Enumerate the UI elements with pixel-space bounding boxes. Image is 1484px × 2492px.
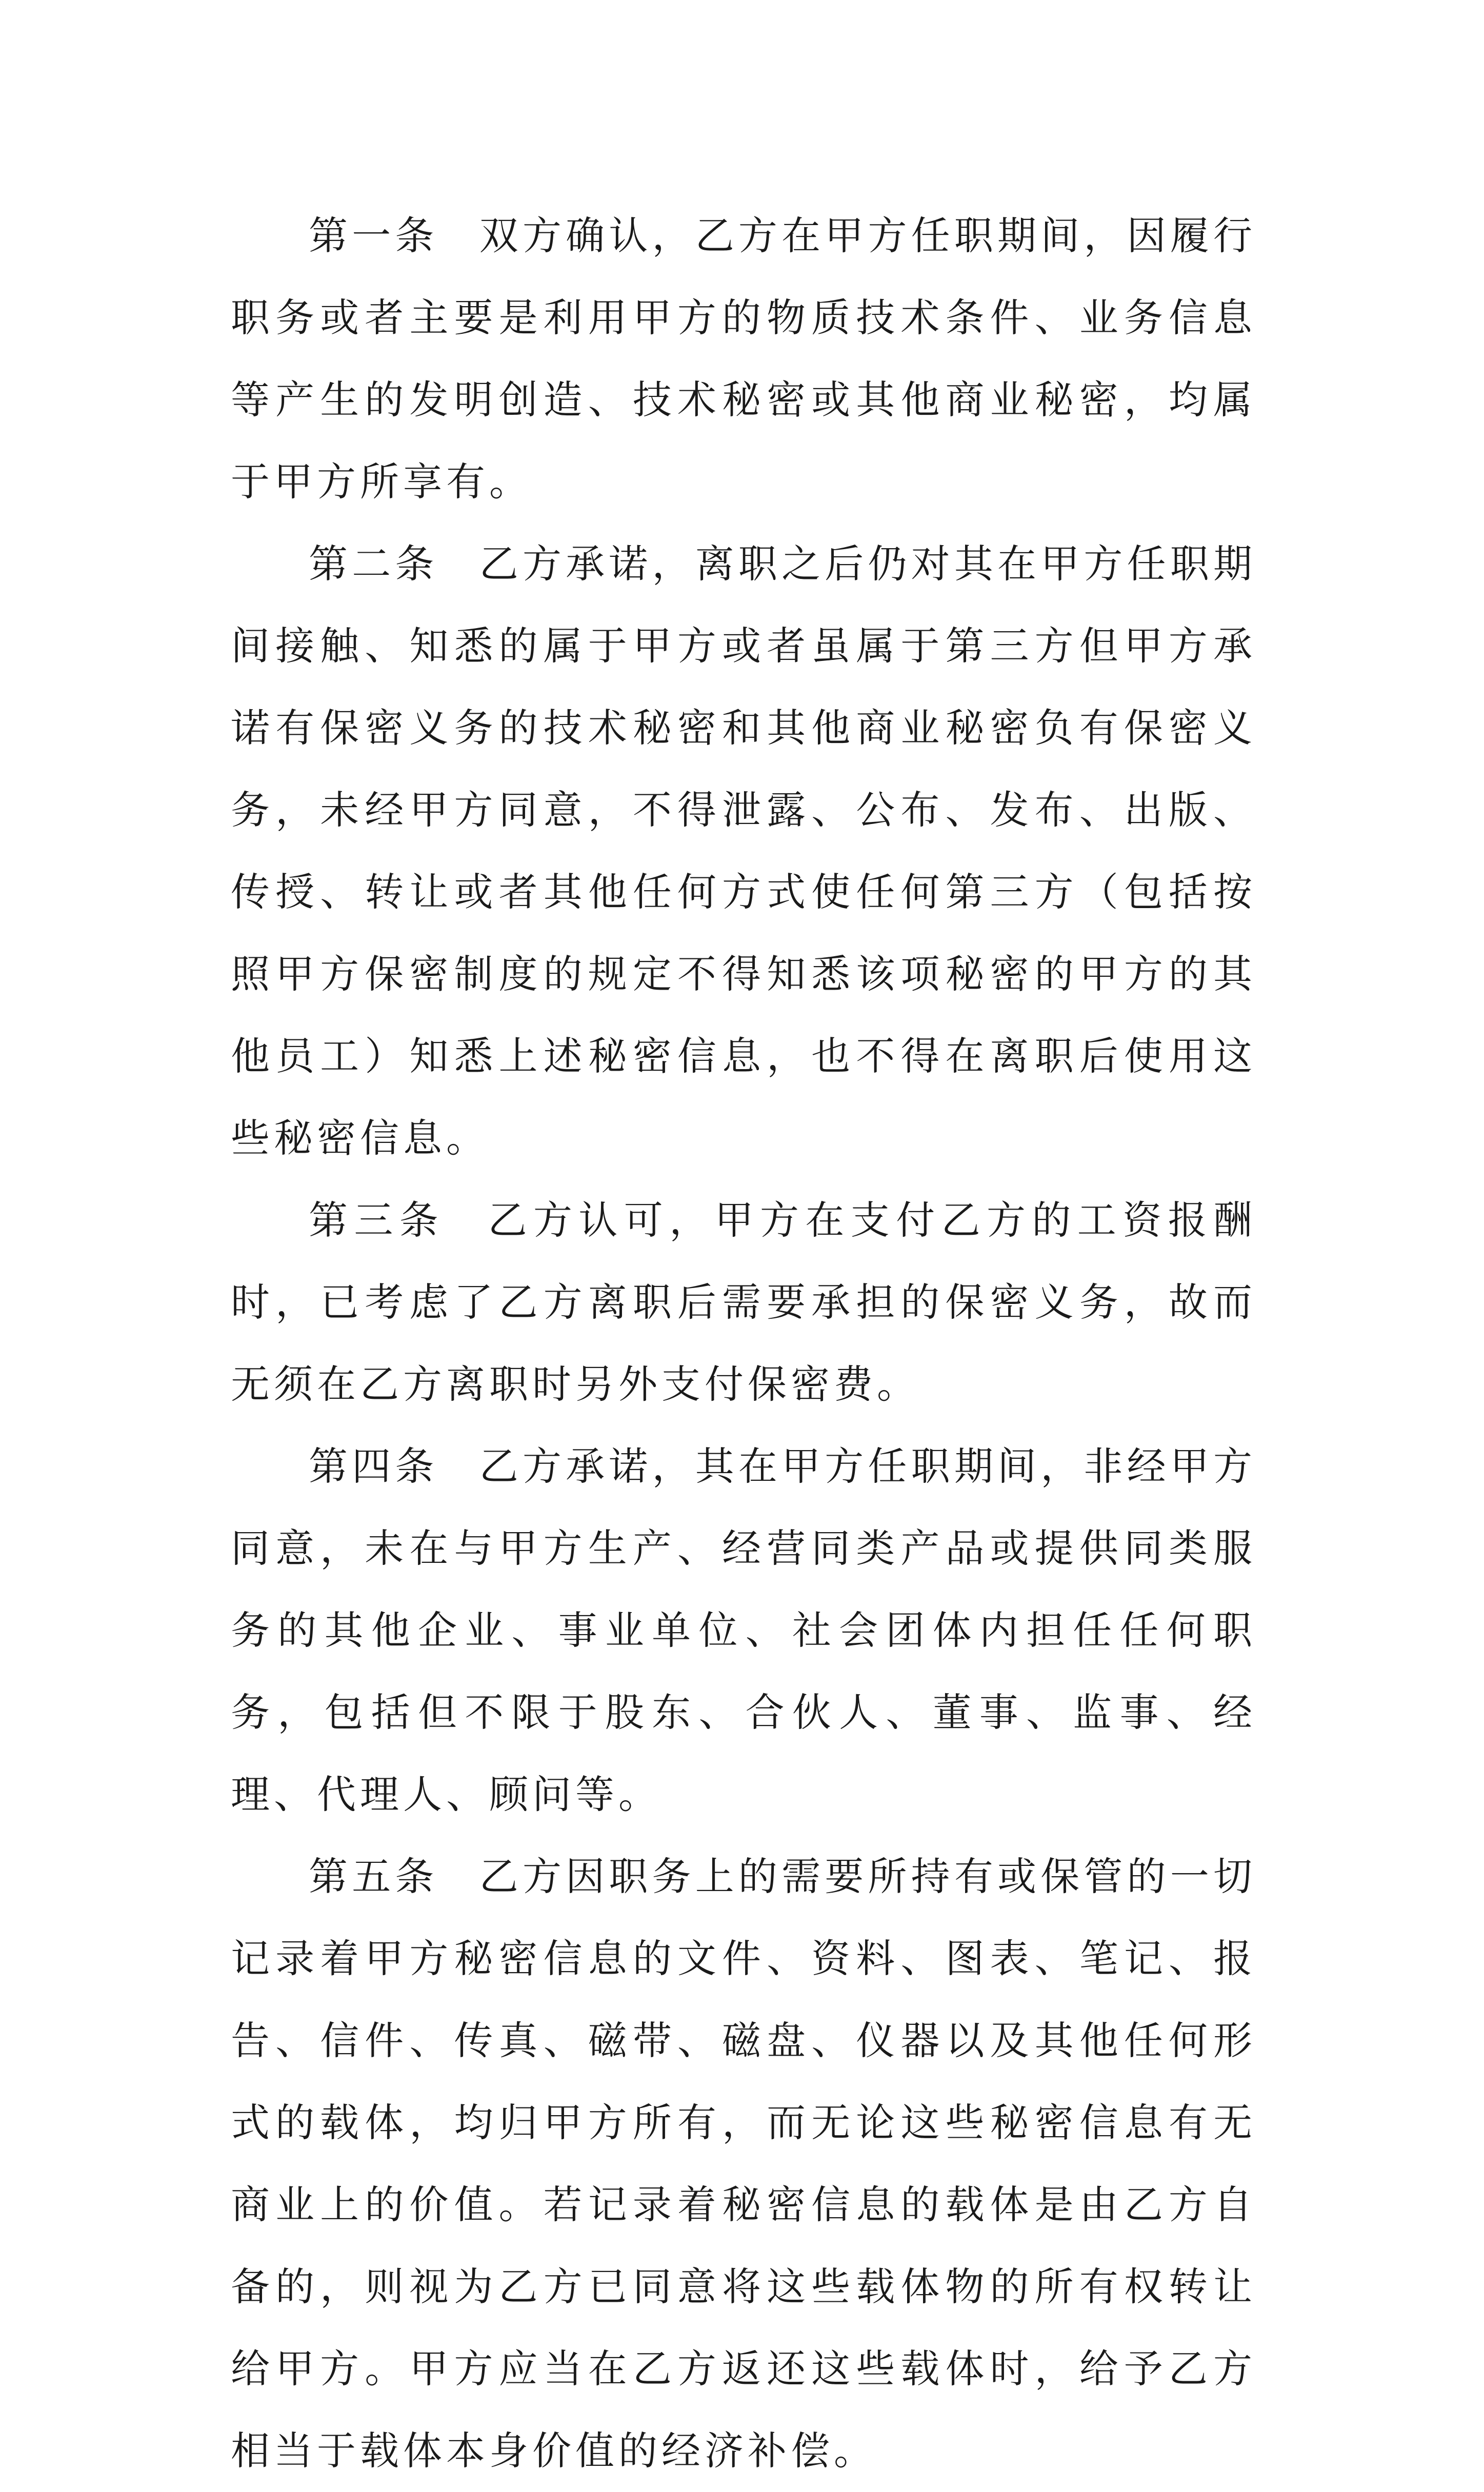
article-2	[231, 523, 1256, 1179]
article-body: 乙方认可，甲方在支付乙方的工资报酬时，已考虑了乙方离职后需要承担的保密义务，故而无须在乙方离职时另外支付保密费。	[231, 1197, 1257, 1407]
article-heading: 第五条	[309, 1854, 438, 1899]
article-4	[231, 1425, 1256, 1836]
article-heading: 第一条	[309, 213, 438, 258]
article-5	[231, 1836, 1256, 2492]
article-3	[231, 1179, 1256, 1425]
article-heading: 第三条	[309, 1197, 445, 1243]
article-body: 乙方承诺，其在甲方任职期间，非经甲方同意，未在与甲方生产、经营同类产品或提供同类服务的其他企业、事业单位、社会团体内担任任何职务，包括但不限于股东、合伙人、董事、监事、经理、代理人、顾问等。	[231, 1443, 1257, 1817]
article-body: 双方确认，乙方在甲方任职期间，因履行职务或者主要是利用甲方的物质技术条件、业务信息等产生的发明创造、技术秘密或其他商业秘密，均属于甲方所享有。	[231, 213, 1257, 505]
article-heading: 第二条	[309, 541, 438, 587]
document-page	[231, 195, 1256, 2492]
article-body: 乙方因职务上的需要所持有或保管的一切记录着甲方秘密信息的文件、资料、图表、笔记、报告、信件、传真、磁带、磁盘、仪器以及其他任何形式的载体，均归甲方所有，而无论这些秘密信息有无商业上的价值。若记录着秘密信息的载体是由乙方自备的，则视为乙方已同意将这些载体物的所有权转让给甲方。甲方应当在乙方返还这些载体时，给予乙方相当于载体本身价值的经济补偿。	[231, 1854, 1257, 2474]
article-heading: 第四条	[309, 1443, 438, 1489]
article-body: 乙方承诺，离职之后仍对其在甲方任职期间接触、知悉的属于甲方或者虽属于第三方但甲方承诺有保密义务的技术秘密和其他商业秘密负有保密义务，未经甲方同意，不得泄露、公布、发布、出版、传授、转让或者其他任何方式使任何第三方（包括按照甲方保密制度的规定不得知悉该项秘密的甲方的其他员工）知悉上述秘密信息，也不得在离职后使用这些秘密信息。	[231, 541, 1257, 1161]
article-1	[231, 195, 1256, 523]
